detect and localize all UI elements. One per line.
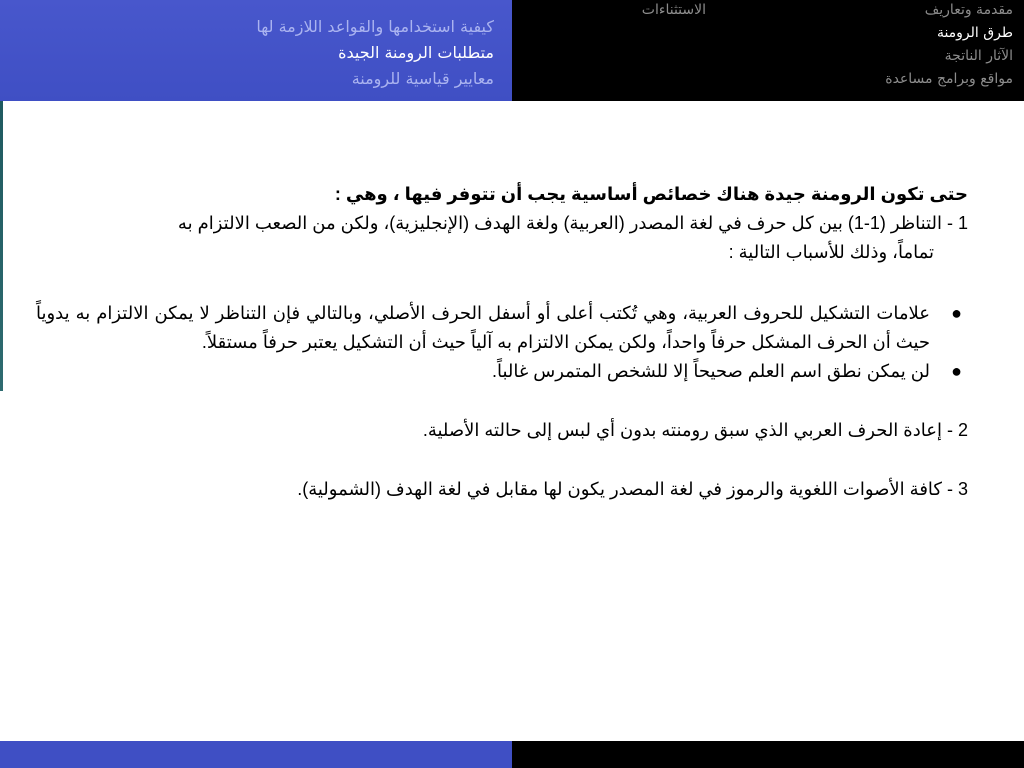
subnav-item-requirements[interactable]: متطلبات الرومنة الجيدة: [338, 43, 494, 62]
slide-content: [36, 180, 968, 504]
bullet-icon: ●: [951, 361, 962, 381]
mainnav-item-exceptions[interactable]: الاستثناءات: [641, 2, 706, 18]
list-item-text: لن يمكن نطق اسم العلم صحيحاً إلا للشخص المتمرس غالباً.: [491, 361, 930, 381]
subnav-item-usage[interactable]: كيفية استخدامها والقواعد اللازمة لها: [256, 17, 494, 36]
point-one-continuation: تماماً، وذلك للأسباب التالية :: [728, 242, 934, 262]
list-item: [36, 357, 962, 386]
mainnav-item-effects[interactable]: الآثار الناتجة: [944, 48, 1013, 64]
list-item: [36, 299, 962, 357]
left-edge-accent: [0, 101, 3, 391]
footer-black-bar: [512, 741, 1024, 768]
list-item-text: علامات التشكيل للحروف العربية، وهي تُكتب أعلى أو أسفل الحرف الأصلي، وبالتالي فإن التناظر لا يمكن الالتزام به يدوياً حيث أن الحرف المشكل حرفاً واحداً، ولكن يمكن الالتزام به آلياً حيث أن التشكيل يعتبر حرفاً مستقلاً.: [36, 303, 930, 352]
mainnav-item-methods[interactable]: طرق الرومنة: [936, 25, 1013, 41]
spacer: [36, 386, 968, 416]
main-section-nav: [713, 0, 1013, 91]
point-three: 3 - كافة الأصوات اللغوية والرموز في لغة المصدر يكون لها مقابل في لغة الهدف (الشمولية).: [297, 479, 968, 499]
point-one: 1 - التناظر (1-1) بين كل حرف في لغة المصدر (العربية) ولغة الهدف (الإنجليزية)، ولكن من الصعب الالتزام به: [177, 213, 968, 233]
point-two: 2 - إعادة الحرف العربي الذي سبق رومنته بدون أي لبس إلى حالته الأصلية.: [422, 420, 968, 440]
main-section-nav-secondary: [526, 0, 706, 22]
footer-blue-bar: [0, 741, 512, 768]
bullet-icon: ●: [951, 303, 962, 323]
spacer: [36, 445, 968, 475]
reasons-list: [36, 299, 968, 386]
slide-intro: حتى تكون الرومنة جيدة هناك خصائص أساسية يجب أن تتوفر فيها ، وهي :: [334, 184, 968, 204]
mainnav-item-resources[interactable]: مواقع وبرامج مساعدة: [885, 71, 1013, 87]
mainnav-item-intro[interactable]: مقدمة وتعاريف: [924, 2, 1013, 18]
subnav-item-standards[interactable]: معايير قياسية للرومنة: [351, 69, 494, 88]
subsection-nav: [14, 14, 494, 92]
